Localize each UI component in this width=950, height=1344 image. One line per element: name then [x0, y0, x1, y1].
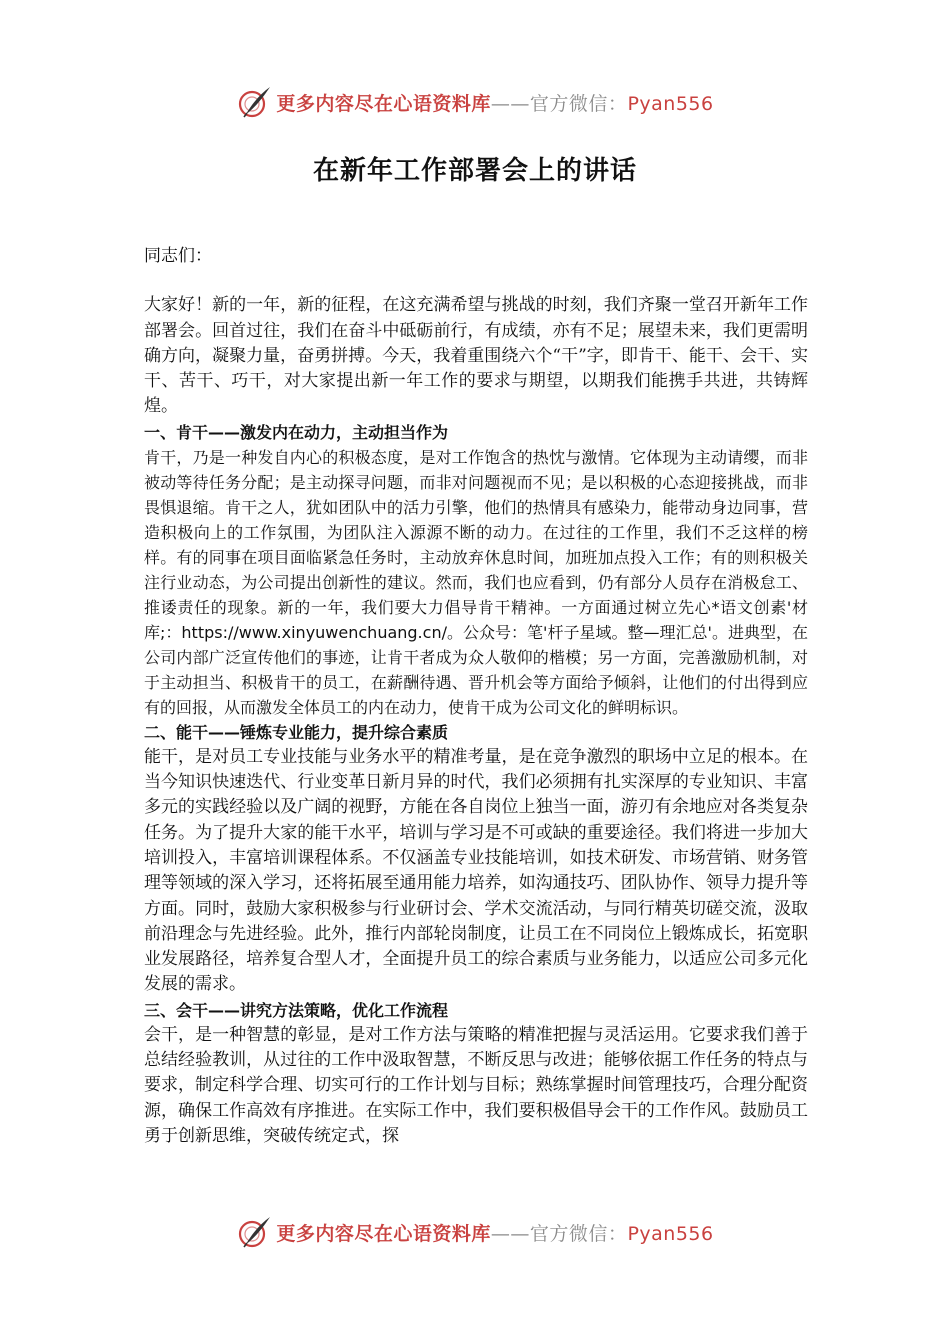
header-banner [0, 82, 950, 122]
footer-banner-text [276, 1219, 713, 1246]
banner-content [236, 84, 713, 120]
document-body [144, 244, 808, 1149]
footer-banner-id: Pyan556 [627, 1222, 714, 1245]
section-heading-3: 三、会干——讲究方法策略，优化工作流程 [144, 1000, 449, 1020]
section-heading-1: 一、肯干——激发内在动力，主动担当作为 [144, 422, 449, 442]
footer-banner [0, 1212, 950, 1252]
banner-main: 更多内容尽在心语资料库 [276, 92, 491, 115]
section-body-2: 能干，是对员工专业技能与业务水平的精准考量，是在竞争激烈的职场中立足的根本。在当今知识快速迭代、行业变革日新月异的时代，我们必须拥有扎实深厚的专业知识、丰富多元的实践经验以及广阔的视野，方能在各自岗位上独当一面，游刃有余地应对各类复杂任务。为了提升大家的能干水平，培训与学习是不可或缺的重要途径。我们将进一步加大培训投入，丰富培训课程体系。不仅涵盖专业技能培训，如技术研发、市场营销、财务管理等领域的深入学习，还将拓展至通用能力培养，如沟通技巧、团队协作、领导力提升等方面。同时，鼓励大家积极参与行业研讨会、学术交流活动，与同行精英切磋交流，汲取前沿理念与先进经验。此外，推行内部轮岗制度，让员工在不同岗位上锻炼成长，拓宽职业发展路径，培养复合型人才，全面提升员工的综合素质与业务能力，以适应公司多元化发展的需求。 [144, 746, 808, 995]
section-heading-2: 二、能干——锤炼专业能力，提升综合素质 [144, 722, 449, 742]
banner-label: 官方微信： [529, 92, 628, 115]
banner-dash: —— [490, 92, 530, 115]
quill-logo-icon [236, 84, 272, 120]
footer-banner-main: 更多内容尽在心语资料库 [276, 1222, 491, 1245]
section-body-1: 肯干，乃是一种发自内心的积极态度，是对工作饱含的热忱与激情。它体现为主动请缨，而非被动等待任务分配；是主动探寻问题，而非对问题视而不见；是以积极的心态迎接挑战，而非畏惧退缩。肯干之人，犹如团队中的活力引擎，他们的热情具有感染力，能带动身边同事，营造积极向上的工作氛围，为团队注入源源不断的动力。在过往的工作里，我们不乏这样的榜样。有的同事在项目面临紧急任务时，主动放弃休息时间，加班加点投入工作；有的则积极关注行业动态，为公司提出创新性的建议。然而，我们也应看到，仍有部分人员存在消极怠工、推诿责任的现象。新的一年，我们要大力倡导肯干精神。一方面通过树立先心*语文创素'材库;：https://www.xinyuwenchuang.cn/。公众号：笔'杆子星域。整—理汇总'。进典型，在公司内部广泛宣传他们的事迹，让肯干者成为众人敬仰的楷模；另一方面，完善激励机制，对于主动担当、积极肯干的员工，在薪酬待遇、晋升机会等方面给予倾斜，让他们的付出得到应有的回报，从而激发全体员工的内在动力，使肯干成为公司文化的鲜明标识。 [144, 447, 808, 717]
document-title: 在新年工作部署会上的讲话 [312, 156, 637, 186]
banner-text [276, 89, 713, 116]
footer-banner-dash: —— [490, 1222, 530, 1245]
footer-banner-label: 官方微信： [529, 1222, 628, 1245]
intro-paragraph: 大家好！新的一年，新的征程，在这充满希望与挑战的时刻，我们齐聚一堂召开新年工作部署会。回首过往，我们在奋斗中砥砺前行，有成绩，亦有不足；展望未来，我们更需明确方向，凝聚力量，奋勇拼搏。今天，我着重围绕六个“干”字，即肯干、能干、会干、实干、苦干、巧干，对大家提出新一年工作的要求与期望，以期我们能携手共进，共铸辉煌。 [144, 295, 808, 417]
greeting: 同志们： [144, 246, 212, 266]
quill-logo-icon [236, 1214, 272, 1250]
banner-id: Pyan556 [627, 92, 714, 115]
footer-banner-content [236, 1214, 713, 1250]
section-body-3: 会干，是一种智慧的彰显，是对工作方法与策略的精准把握与灵活运用。它要求我们善于总结经验教训，从过往的工作中汲取智慧，不断反思与改进；能够依据工作任务的特点与要求，制定科学合理、切实可行的工作计划与目标；熟练掌握时间管理技巧，合理分配资源，确保工作高效有序推进。在实际工作中，我们要积极倡导会干的工作作风。鼓励员工勇于创新思维，突破传统定式，探 [144, 1024, 808, 1146]
